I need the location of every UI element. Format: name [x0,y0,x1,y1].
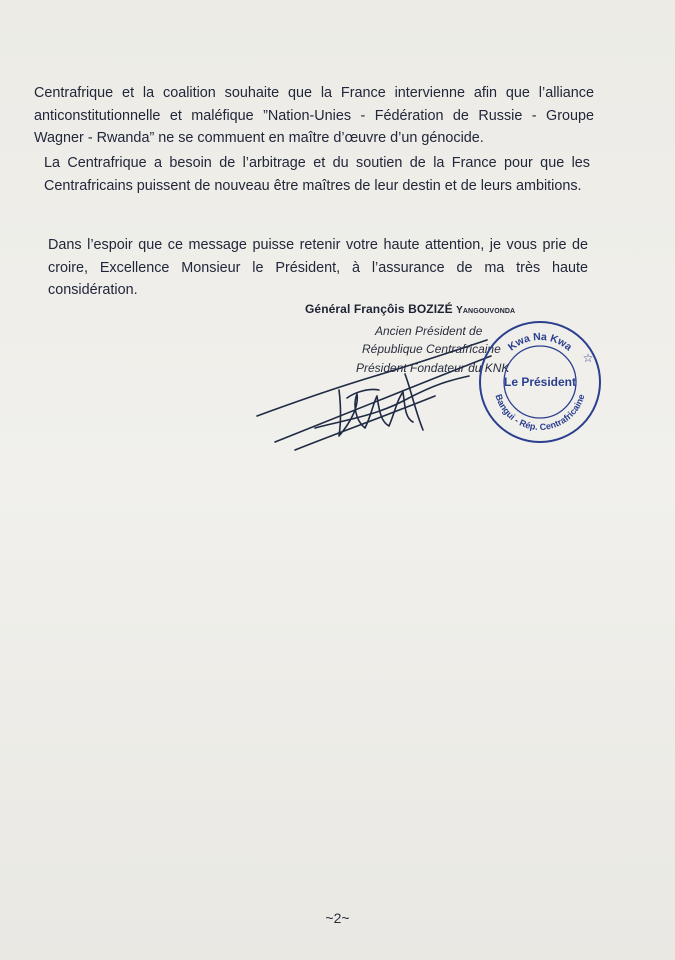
signatory-title-line: République Centrafricaine [362,342,501,356]
stamp-star-icon: ☆ [582,351,594,365]
signatory-title-line: Ancien Président de [375,324,483,338]
signatory-title-line: Président Fondateur du KNK [356,361,510,375]
signatory-name-suffix: Yangouvonda [456,305,516,316]
paragraph-arbitration: La Centrafrique a besoin de l’arbitrage et du soutien de la France pour que les Centrafricains puissent de nouveau être maîtres de leur destin et de leurs ambitions. [44,155,590,194]
stamp-bottom-text: Bangui - Rép. Centrafricaine [493,392,587,433]
official-stamp [476,318,604,446]
handwritten-signature [255,330,495,460]
stamp-top-text: Kwa Na Kwa [505,330,575,354]
signatory-name [305,302,515,316]
paragraph-closing: Dans l’espoir que ce message puisse retenir votre haute attention, je vous prie de croire, Excellence Monsieur le Président, à l’assurance de ma très haute considération. [48,237,588,298]
paragraph-coalition: Centrafrique et la coalition souhaite que la France intervienne afin que l’alliance anticonstitutionnelle et maléfique ”Nation-Unies - Fédération de Russie - Groupe Wagner - Rwanda” ne se commuent en maître d’œuvre d’un génocide. [34,85,594,146]
page-number: ~2~ [325,910,350,926]
stamp-center-text: Le Président [503,375,577,389]
signatory-name-main: Général Françôis BOZIZÉ [305,302,453,316]
